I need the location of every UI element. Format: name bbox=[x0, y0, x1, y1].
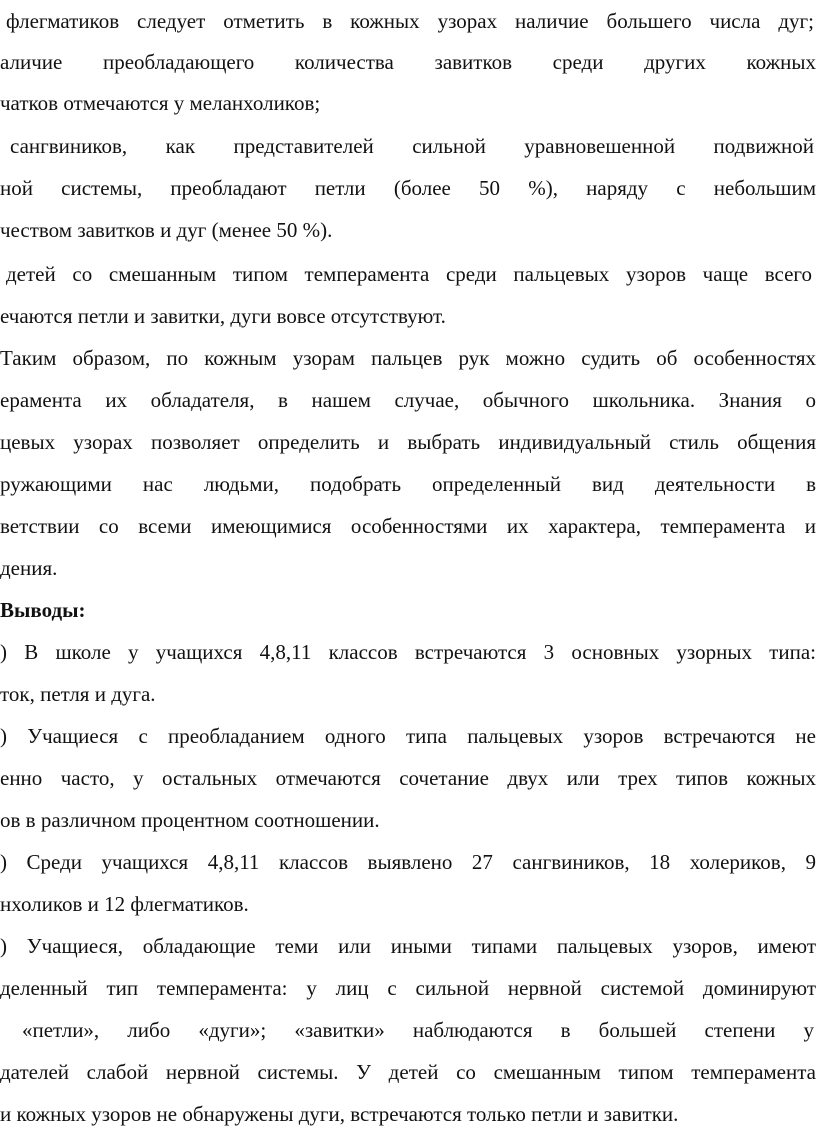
text-line: дателей слабой нервной системы. У детей со смешанным типом темперамента bbox=[0, 1060, 816, 1084]
text-line: аличие преобладающего количества завитков среди других кожных bbox=[0, 50, 816, 74]
text-line: нхоликов и 12 флегматиков. bbox=[0, 892, 249, 916]
text-line: енно часто, у остальных отмечаются сочетание двух или трех типов кожных bbox=[0, 766, 816, 790]
text-line: и кожных узоров не обнаружены дуги, встречаются только петли и завитки. bbox=[0, 1102, 679, 1126]
text-line: ) Учащиеся, обладающие теми или иными типами пальцевых узоров, имеют bbox=[0, 934, 816, 958]
text-line: флегматиков следует отметить в кожных узорах наличие большего числа дуг; bbox=[6, 9, 814, 33]
text-line: чеством завитков и дуг (менее 50 %). bbox=[0, 218, 333, 242]
text-line: детей со смешанным типом темперамента среди пальцевых узоров чаще всего bbox=[6, 262, 812, 286]
text-line: сангвиников, как представителей сильной уравновешенной подвижной bbox=[10, 134, 814, 158]
text-line: цевых узорах позволяет определить и выбрать индивидуальный стиль общения bbox=[0, 430, 816, 454]
text-line: ерамента их обладателя, в нашем случае, обычного школьника. Знания о bbox=[0, 388, 816, 412]
text-line: ной системы, преобладают петли (более 50 %), наряду с небольшим bbox=[0, 176, 816, 200]
text-line: ток, петля и дуга. bbox=[0, 682, 156, 706]
text-line: ов в различном процентном соотношении. bbox=[0, 808, 380, 832]
text-line: чатков отмечаются у меланхоликов; bbox=[0, 91, 321, 115]
text-line: ) Учащиеся с преобладанием одного типа пальцевых узоров встречаются не bbox=[0, 724, 816, 748]
text-line: ветствии со всеми имеющимися особенностями их характера, темперамента и bbox=[0, 514, 816, 538]
text-line: ) Среди учащихся 4,8,11 классов выявлено 27 сангвиников, 18 холериков, 9 bbox=[0, 850, 816, 874]
text-line: ружающими нас людьми, подобрать определенный вид деятельности в bbox=[0, 472, 816, 496]
text-line: «петли», либо «дуги»; «завитки» наблюдаются в большей степени у bbox=[22, 1018, 814, 1042]
text-line: ечаются петли и завитки, дуги вовсе отсутствуют. bbox=[0, 304, 446, 328]
text-line: ) В школе у учащихся 4,8,11 классов встречаются 3 основных узорных типа: bbox=[0, 640, 816, 664]
text-line: Таким образом, по кожным узорам пальцев рук можно судить об особенностях bbox=[0, 346, 816, 370]
text-line: деленный тип темперамента: у лиц с сильной нервной системой доминируют bbox=[0, 976, 816, 1000]
text-line: дения. bbox=[0, 556, 58, 580]
section-heading: Выводы: bbox=[0, 598, 86, 622]
